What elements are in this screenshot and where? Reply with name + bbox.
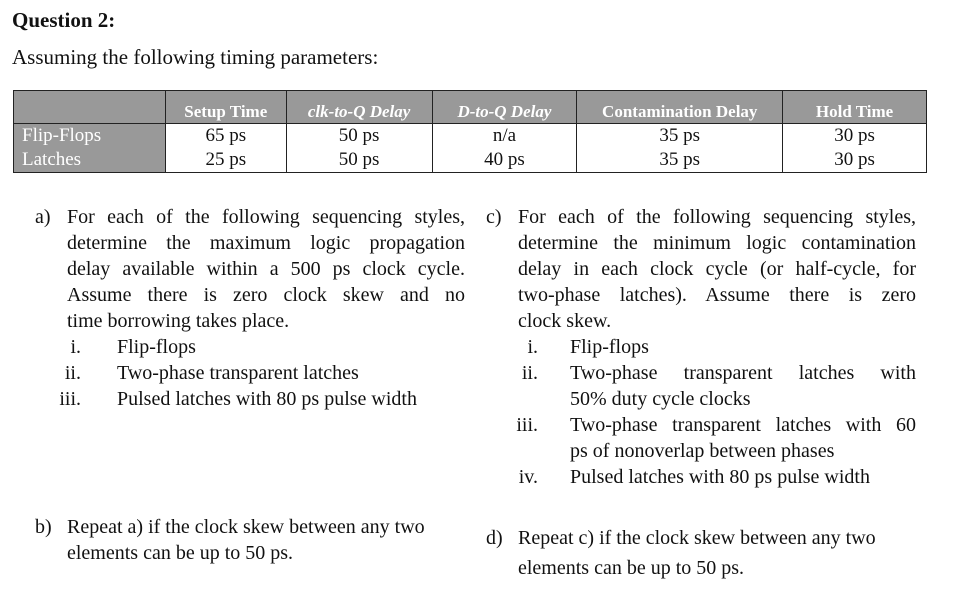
item-text: Pulsed latches with 80 ps pulse width [117,388,417,410]
table-cell: n/a [432,124,577,149]
item-number: ii. [64,362,81,384]
table-header-cell: D-to-Q Delay [432,91,577,124]
part-a-line: Assume there is zero clock skew and no [67,284,465,306]
item-number: iii. [516,414,538,436]
part-b [35,514,465,566]
item-text: Two-phase transparent latches with 60 [570,414,916,436]
table-header-cell: Contamination Delay [577,91,783,124]
table-header-cell [14,91,166,124]
part-c [486,204,916,490]
part-c-line: clock skew. [518,310,612,332]
part-a-line: For each of the following sequencing styles, [67,206,465,228]
part-c-line: For each of the following sequencing styles, [518,206,916,228]
item-number: i. [527,336,538,358]
item-text: ps of nonoverlap between phases [570,440,835,462]
table-cell: 35 ps [577,124,783,149]
table-cell: 25 ps [165,148,286,173]
part-d-line: elements can be up to 50 ps. [518,557,745,579]
part-c-line: determine the minimum logic contamination [518,232,916,254]
table-cell: 30 ps [783,124,927,149]
row-label: Flip-Flops [14,124,166,149]
table-header-cell: Setup Time [165,91,286,124]
item-text: Two-phase transparent latches [117,362,359,384]
part-a [35,204,465,412]
part-c-line: delay in each clock cycle (or half-cycle, for [518,258,916,280]
part-a-line: time borrowing takes place. [67,310,290,332]
question-heading: Question 2: [12,8,116,32]
part-b-label: b) [35,516,52,538]
part-c-line: two-phase latches). Assume there is zero [518,284,916,306]
part-a-line: determine the maximum logic propagation [67,232,465,254]
list-item [35,360,465,386]
item-text: Two-phase transparent latches with [570,362,916,384]
table-header-row [14,91,927,124]
item-number: iv. [518,466,538,488]
list-item [35,334,465,360]
table-cell: 50 ps [286,124,432,149]
intro-text: Assuming the following timing parameters: [12,45,379,69]
row-label: Latches [14,148,166,173]
item-text: Flip-flops [570,336,649,358]
table-row [14,124,927,149]
item-text: Pulsed latches with 80 ps pulse width [570,466,870,488]
part-d-line: Repeat c) if the clock skew between any two [518,527,876,549]
part-a-line: delay available within a 500 ps clock cycle. [67,258,465,280]
list-item [486,412,916,464]
list-item [486,464,916,490]
table-cell: 50 ps [286,148,432,173]
table-cell: 40 ps [432,148,577,173]
part-d [486,523,926,583]
item-number: ii. [521,362,538,384]
timing-parameters-table [13,90,927,173]
item-text: 50% duty cycle clocks [570,388,751,410]
part-b-line: Repeat a) if the clock skew between any two [67,516,425,538]
list-item [486,360,916,412]
part-b-line: elements can be up to 50 ps. [67,542,294,564]
table-cell: 35 ps [577,148,783,173]
item-number: iii. [59,388,81,410]
part-d-label: d) [486,527,503,549]
item-number: i. [70,336,81,358]
table-header-cell: Hold Time [783,91,927,124]
table-cell: 30 ps [783,148,927,173]
table-row [14,148,927,173]
table-header-cell: clk-to-Q Delay [286,91,432,124]
list-item [35,386,465,412]
item-text: Flip-flops [117,336,196,358]
list-item [486,334,916,360]
table-cell: 65 ps [165,124,286,149]
part-a-label: a) [35,206,51,228]
part-c-label: c) [486,206,502,228]
